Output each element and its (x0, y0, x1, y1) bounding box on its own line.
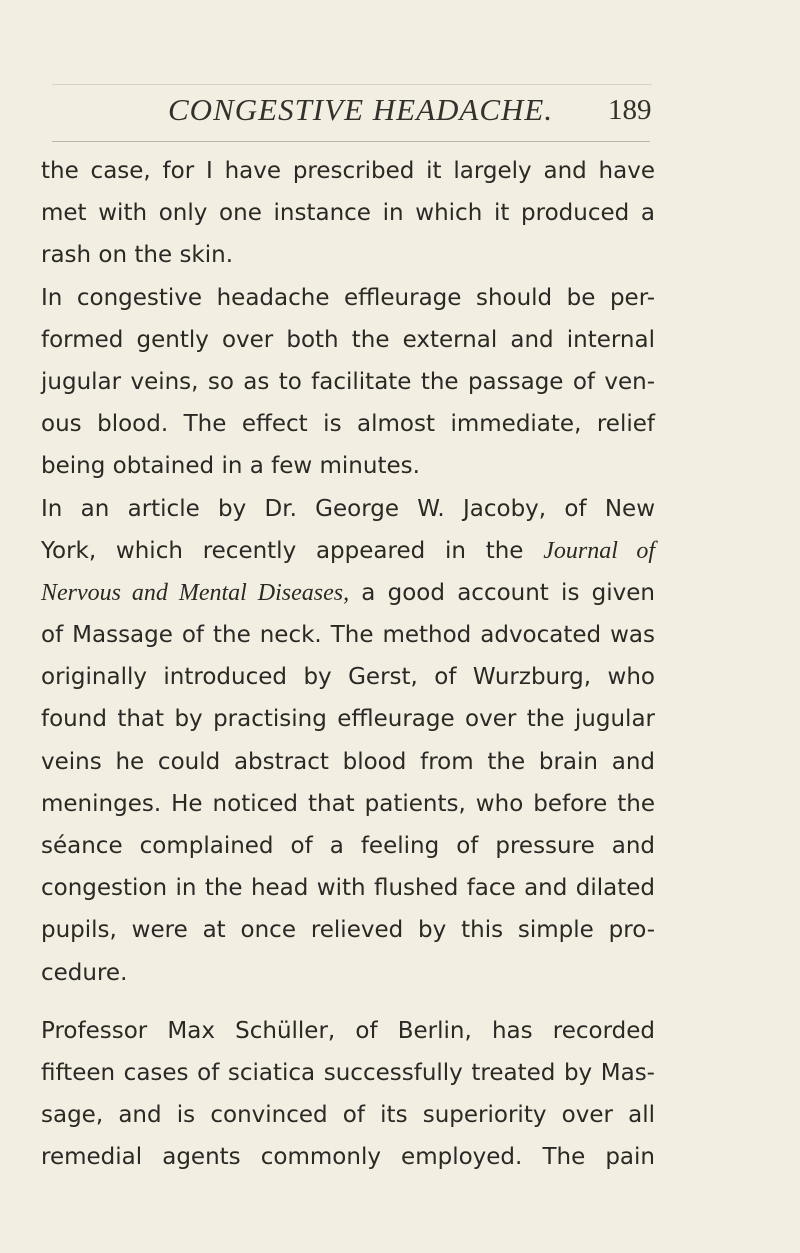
text-line: fifteen cases of sciatica successfully treated by Mas- (41, 1059, 655, 1086)
text-line: the case, for I have prescribed it largely and have (41, 158, 655, 184)
text-line: ous blood. The effect is almost immediate, relief (41, 411, 655, 438)
text-line: pupils, were at once relieved by this simple pro- (41, 917, 655, 944)
paragraph (41, 150, 655, 277)
text-line (41, 572, 655, 614)
text-line (41, 530, 655, 572)
text-line: Professor Max Schüller, of Berlin, has recorded (41, 1017, 655, 1044)
text-line: met with only one instance in which it produced a (41, 200, 655, 227)
journal-title-italic: Journal of (543, 537, 656, 564)
text-line: veins he could abstract blood from the brain and (41, 748, 655, 775)
text-line: being obtained in a few minutes. (41, 453, 420, 480)
journal-title-italic: Nervous and Mental Diseases, (41, 579, 350, 606)
paragraph (41, 277, 655, 488)
text-line: sage, and is convinced of its superiority over all (41, 1102, 655, 1129)
body-text (41, 150, 655, 1179)
paragraph (41, 488, 655, 994)
text-line: formed gently over both the external and internal (41, 326, 655, 353)
header-rule (52, 141, 650, 142)
page-number: 189 (608, 94, 652, 126)
text-line: found that by practising effleurage over the jugular (41, 706, 655, 733)
text-line: In congestive headache effleurage should be per- (41, 284, 655, 311)
running-title: CONGESTIVE HEADACHE. (168, 92, 554, 127)
text-line: meninges. He noticed that patients, who before the (41, 790, 655, 817)
text-line: séance complained of a feeling of pressure and (41, 833, 655, 859)
paragraph (41, 1010, 655, 1179)
text-line: cedure. (41, 959, 128, 986)
text-line: rash on the skin. (41, 242, 234, 269)
text-line: In an article by Dr. George W. Jacoby, of New (41, 495, 655, 522)
text-line: jugular veins, so as to facilitate the passage of ven- (41, 368, 655, 395)
top-edge-rule (52, 84, 652, 85)
text-run: York, which recently appeared in the (41, 537, 544, 564)
paragraph-gap (41, 994, 655, 1010)
text-line: congestion in the head with flushed face and dilated (41, 875, 655, 902)
text-line: originally introduced by Gerst, of Wurzburg, who (41, 664, 655, 691)
text-line: of Massage of the neck. The method advocated was (41, 622, 655, 649)
text-run: a good account is given (349, 579, 655, 606)
page-header (0, 92, 800, 132)
text-line: remedial agents commonly employed. The pain (41, 1144, 655, 1171)
